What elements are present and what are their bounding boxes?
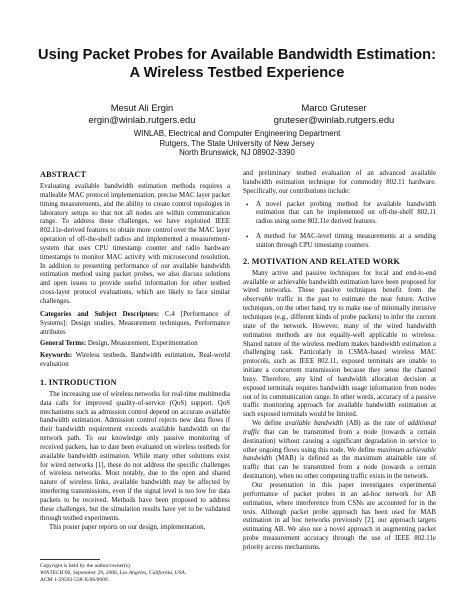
author-name: Marco Gruteser [301,102,367,113]
italic-run: additional traffic [243,420,436,436]
introduction-heading: 1. INTRODUCTION [40,377,117,387]
abstract-text: Evaluating available bandwidth estimation methods requires a malleable MAC protocol implementation, precise MAC layer packet timing measurements, and the ability to create control topologies in laboratory setups so that not all nodes are within communication range. To address these challenges, we have exploited IEEE 802.11e-derived features to obtain more control over the MAC layer operation of off-the-shelf radios and implemented a measurement-system that uses CPU timestamp counter and radio hardware timestamps to monitor MAC activity with microsecond resolution. In addition to presenting performance of our available bandwidth estimation method using packet probes, we also discuss solutions and open issues to provide useful information for other testbed cross-layer protocol evaluations, which are likely to face similar challenges. [40,183,230,305]
list-item [243,233,436,251]
contribution-text: A method for MAC-level timing measurements at a sending station through CPU timestamp counters. [256,233,436,249]
footnote-rule [40,559,100,560]
general-terms-label: General Terms: [40,340,87,348]
contribution-list [243,201,436,251]
left-column [40,170,230,532]
text-run: We define [252,420,285,428]
footnote-line: ACM 1-59593-538-X/06/0009. [40,576,110,583]
affiliation-line: Rutgers, The State University of New Jersey [159,138,315,148]
contribution-text: A novel packet probing method for available bandwidth estimation that can be implemented on off-the-shelf 802.11 radios using some 802.11e derived features. [256,200,436,226]
author-2 [234,102,434,126]
author-email: ergin@winlab.rutgers.edu [88,114,196,125]
text-run: Many active and passive techniques for local and end-to-end available or achievable bandwidth estimation have been proposed for wired networks. These passive techniques benefit from the [243,269,436,295]
italic-run: observable [243,296,274,304]
text-run: traffic in the past to estimate the near future. Active techniques, on the other hand, try to make use of minimally intrusive techniques (e.g., different kinds of probe packets) to infer the current state of the network. However, many of the wired bandwidth estimation methods are not equally-well applicable to wireless. Shared nature of the wireless medium makes bandwidth estimation a challenging task. Particularly in CSMA-based wireless MAC protocols, such as IEEE 802.11, exposed terminals are unable to initiate a concurrent transmission because they sense the channel busy. Therefore, any kind of bandwidth allocation decision at exposed terminals requires bandwidth usage information from nodes out of its communication range. In other words, accuracy of a passive traffic monitoring approach for available bandwidth estimation at such exposed terminals would be limited. [243,296,436,419]
affiliation [87,129,387,158]
italic-run: maximum achievable bandwidth [243,446,437,463]
introduction-continued: and preliminary testbed evaluation of an advanced available bandwidth estimation technique for commodity 802.11 hardware. Specifically, our contributions include: [243,170,436,195]
author-email: gruteser@winlab.rutgers.edu [273,114,395,125]
title-line-2: A Wireless Testbed Experience [129,65,345,81]
italic-run: available bandwidth [284,420,344,428]
affiliation-line: North Brunswick, NJ 08902-3390 [179,148,295,158]
footnote-line: Copyright is held by the author/owner(s). [40,563,132,569]
text-run: (MAB) is defined as the maximum attainable rate of traffic that can be transmitted from a node (towards a certain destination), when no other competing traffic exists in the network. [243,455,436,481]
categories-descriptors [40,311,230,338]
author-1 [42,102,242,126]
categories-label: Categories and Subject Descriptors: [40,310,160,318]
introduction-paragraph-1: The increasing use of wireless networks for real-time multimedia data calls for improved quality-of-service (QoS) support. QoS mechanisms such as admission control depend on accurate available bandwidth estimation. Admission control rejects new data flows if their bandwidth requirement exceeds available bandwidth on the network path. To our knowledge only passive monitoring of received packets, has to date been evaluated on wireless testbeds for available bandwidth estimation. While many other solutions exist for wired networks [1], these do not address the specific challenges of wireless networks. Most notably, due to the open and shared nature of wireless links, available bandwidth may be affected by interfering transmissions, even if the signal level is too low for data packets to be received. Methods have been proposed to address these challenges, but the simulation results have yet to be validated through testbed experiments. [40,390,230,522]
affiliation-line: WINLAB, Electrical and Computer Engineering Department [133,129,341,138]
right-column [243,170,436,553]
motivation-paragraph-2 [243,420,436,482]
keywords-text: Wireless testbeds, Bandwidth estimation, Real-world evaluation [40,352,230,369]
author-name: Mesut Ali Ergin [110,102,174,113]
title-line-1: Using Packet Probes for Available Bandwidth Estimation: [38,47,436,63]
list-item [243,201,436,228]
keywords-label: Keywords: [40,352,73,360]
general-terms [40,340,230,349]
copyright-footnote [40,559,230,584]
bullet-icon: • [246,200,249,209]
paper-title [20,46,454,82]
text-run: that can be transmitted from a node (towards a certain destination) without causing a significant degradation in service to other ongoing flows using this node. We define [243,428,436,454]
motivation-paragraph-3: Our presentation in this paper investigates experimental performance of packet probes in an ad-hoc network for AB estimation, where interference from CSNs are accounted for in the tests. Although packet probe approach has been used for MAB estimation in ad hoc networks previously [2], our approach targets estimating AB. We also use a novel approach in augmenting packet probe measurement accuracy through the use of IEEE 802.11e priority access mechanisms. [243,482,436,551]
abstract-heading: ABSTRACT [40,170,87,179]
text-run: (AB) as the rate of [343,420,408,428]
motivation-heading: 2. MOTIVATION AND RELATED WORK [243,256,401,266]
general-terms-text: Design, Measurement, Experimentation [86,340,198,348]
motivation-paragraph-1 [243,270,436,420]
bullet-icon: • [246,233,249,242]
footnote-line: WiNTECH'06, September 29, 2006, Los Angeles, California, USA. [40,569,187,576]
keywords [40,352,230,370]
introduction-paragraph-2: This poster paper reports on our design, implementation, [49,523,206,531]
categories-text: C.4 [Performance of Systems]: Design studies, Measurement techniques, Performance attributes [40,310,231,336]
